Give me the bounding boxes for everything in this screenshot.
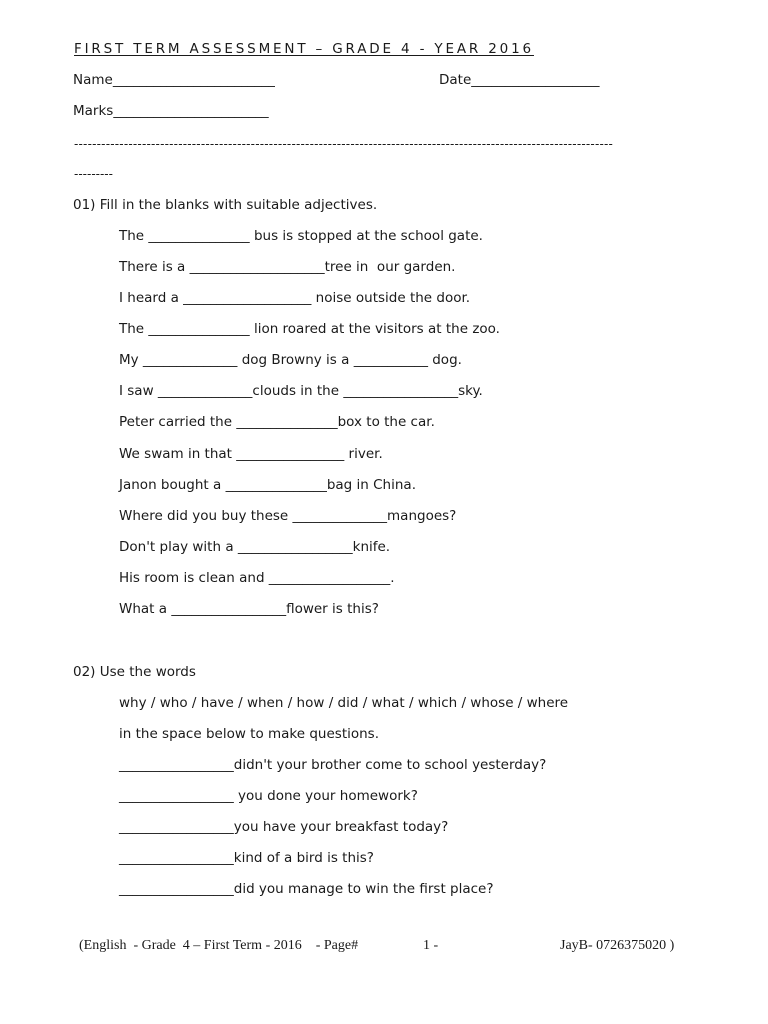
q1-item: We swam in that ________________ river.	[119, 446, 383, 462]
footer-page-number: 1 -	[423, 938, 439, 953]
q1-item: Janon bought a _______________bag in China.	[119, 477, 416, 493]
q1-item: What a _________________flower is this?	[119, 601, 379, 617]
q2-item: _________________did you manage to win the first place?	[119, 881, 494, 897]
q2-item: _________________you have your breakfast today?	[119, 819, 449, 835]
q1-item: I saw ______________clouds in the _________________sky.	[119, 383, 483, 399]
q2-item: _________________didn't your brother come to school yesterday?	[119, 757, 547, 773]
q2-item: _________________kind of a bird is this?	[119, 850, 374, 866]
q1-item: I heard a ___________________ noise outside the door.	[119, 290, 471, 306]
question-2-heading: 02) Use the words	[73, 664, 196, 680]
footer-course-info: (English - Grade 4 – First Term - 2016 - Page#	[79, 938, 359, 953]
q1-item: The _______________ bus is stopped at the school gate.	[119, 228, 483, 244]
question-1-heading: 01) Fill in the blanks with suitable adjectives.	[73, 197, 378, 213]
q1-item: There is a ____________________tree in our garden.	[119, 259, 456, 275]
q1-item: The _______________ lion roared at the visitors at the zoo.	[119, 321, 500, 337]
q2-item: _________________ you done your homework?	[119, 788, 418, 804]
separator-line-continued: ---------	[74, 167, 113, 181]
q1-item: Don't play with a _________________knife.	[119, 539, 391, 555]
q1-item: My ______________ dog Browny is a ___________ dog.	[119, 352, 462, 368]
footer-author: JayB- 0726375020 )	[560, 938, 675, 953]
q1-item: His room is clean and __________________.	[119, 570, 395, 586]
q1-item: Peter carried the _______________box to the car.	[119, 414, 435, 430]
date-field: Date___________________	[439, 72, 600, 88]
separator-line: -----------------------------------------------------------------------------------------------------------------------	[74, 137, 614, 151]
assessment-title: FIRST TERM ASSESSMENT – GRADE 4 - YEAR 2016	[74, 41, 534, 57]
marks-field: Marks_______________________	[73, 103, 269, 119]
q2-instruction: in the space below to make questions.	[119, 726, 380, 742]
q1-item: Where did you buy these ______________mangoes?	[119, 508, 457, 524]
name-field: Name________________________	[73, 72, 275, 88]
q2-word-list: why / who / have / when / how / did / what / which / whose / where	[119, 695, 569, 711]
